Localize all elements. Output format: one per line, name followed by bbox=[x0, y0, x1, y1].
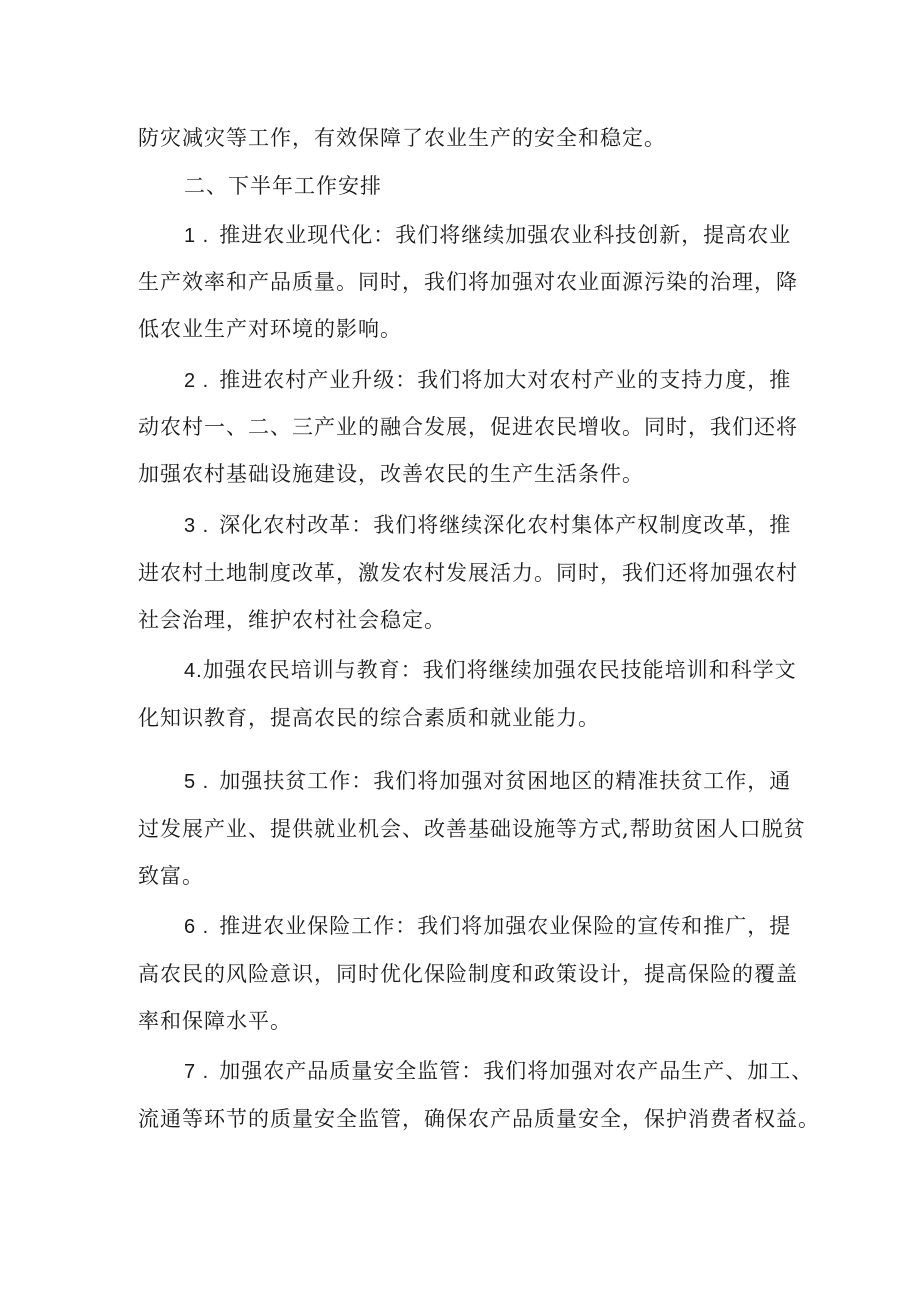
list-item-2-line-1: 2 . 推进农村产业升级：我们将加大对农村产业的支持力度，推 bbox=[184, 368, 792, 392]
list-item-6-line-2: 高农民的风险意识，同时优化保险制度和政策设计，提高保险的覆盖 bbox=[138, 962, 798, 986]
list-item-5-line-3: 致富。 bbox=[138, 864, 204, 888]
list-item-1-number: 1 . bbox=[184, 225, 210, 247]
list-item-4-line-1: 4.加强农民培训与教育：我们将继续加强农民技能培训和科学文 bbox=[184, 658, 797, 682]
list-item-6-number: 6 . bbox=[184, 916, 210, 938]
list-item-3-line-3: 社会治理，维护农村社会稳定。 bbox=[138, 608, 446, 632]
list-item-3-line-1: 3 . 深化农村改革：我们将继续深化农村集体产权制度改革，推 bbox=[184, 513, 792, 537]
list-item-5-line-1: 5 . 加强扶贫工作：我们将加强对贫困地区的精准扶贫工作，通 bbox=[184, 769, 792, 793]
list-item-1-line-1: 1 . 推进农业现代化：我们将继续加强农业科技创新，提高农业 bbox=[184, 223, 792, 247]
intro-tail-text: 防灾减灾等工作，有效保障了农业生产的安全和稳定。 bbox=[138, 126, 666, 150]
list-item-3-line-2: 进农村土地制度改革，激发农村发展活力。同时，我们还将加强农村 bbox=[138, 561, 798, 585]
list-item-2-line-3: 加强农村基础设施建设，改善农民的生产生活条件。 bbox=[138, 462, 644, 486]
list-item-2-number: 2 . bbox=[184, 370, 210, 392]
list-item-6-line-1: 6 . 推进农业保险工作：我们将加强农业保险的宣传和推广，提 bbox=[184, 914, 792, 938]
list-item-6-line-3: 率和保障水平。 bbox=[138, 1009, 292, 1033]
section-heading: 二、下半年工作安排 bbox=[184, 174, 382, 198]
list-item-5-number: 5 . bbox=[184, 771, 210, 793]
list-item-7-number: 7 . bbox=[184, 1061, 210, 1083]
list-item-1-line-2: 生产效率和产品质量。同时，我们将加强对农业面源污染的治理，降 bbox=[138, 270, 798, 294]
list-item-2-line-2: 动农村一、二、三产业的融合发展，促进农民增收。同时，我们还将 bbox=[138, 415, 798, 439]
list-item-5-line-2: 过发展产业、提供就业机会、改善基础设施等方式,帮助贫困人口脱贫 bbox=[138, 817, 806, 841]
list-item-1-line-3: 低农业生产对环境的影响。 bbox=[138, 317, 402, 341]
list-item-4-number: 4. bbox=[184, 660, 203, 682]
list-item-7-line-2: 流通等环节的质量安全监管，确保农产品质量安全，保护消费者权益。 bbox=[138, 1107, 820, 1131]
list-item-7-line-1: 7 . 加强农产品质量安全监管：我们将加强对农产品生产、加工、 bbox=[184, 1059, 814, 1083]
list-item-3-number: 3 . bbox=[184, 515, 210, 537]
list-item-4-line-2: 化知识教育，提高农民的综合素质和就业能力。 bbox=[138, 706, 600, 730]
